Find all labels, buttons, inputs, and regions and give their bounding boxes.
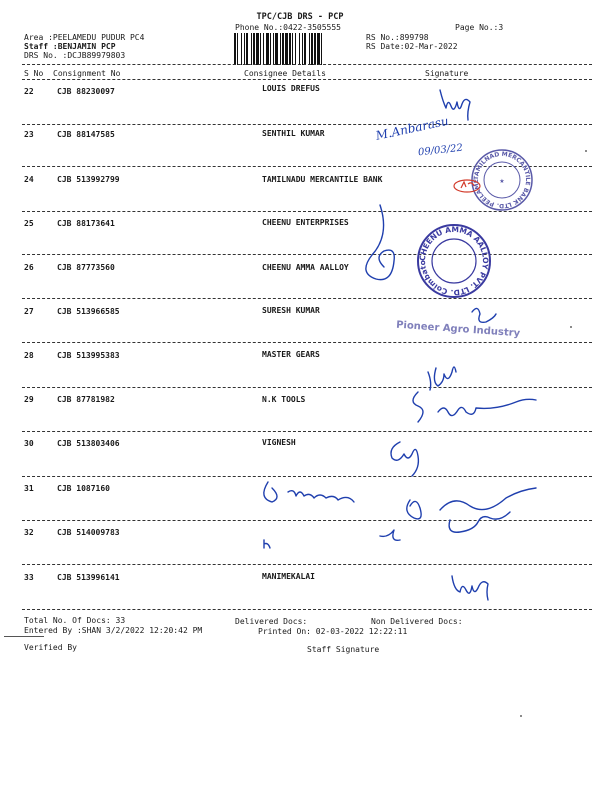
- drs-number: DRS No. :DCJB89979803: [24, 51, 126, 60]
- row-sno: 22: [24, 87, 34, 96]
- col-signature: Signature: [425, 69, 469, 78]
- row-consignee: SENTHIL KUMAR: [262, 129, 325, 138]
- row-consignee: CHEENU ENTERPRISES: [262, 218, 349, 227]
- delivered-docs: Delivered Docs:: [235, 617, 308, 626]
- signature-row-32: [449, 512, 510, 532]
- svg-text:★: ★: [499, 178, 505, 185]
- signature-row-31b: [407, 488, 536, 519]
- signature-row-25: [366, 205, 394, 280]
- scan-speck: [585, 150, 587, 152]
- total-docs: Total No. Of Docs: 33: [24, 616, 126, 625]
- row-sno: 33: [24, 573, 34, 582]
- signature-row-27: [472, 308, 496, 322]
- entered-by: Entered By :SHAN 3/2/2022 12:20:42 PM: [24, 626, 203, 635]
- scan-speck: [570, 326, 572, 328]
- handwritten-date: 09/03/22: [417, 142, 464, 159]
- verified-by-label: Verified By: [24, 643, 77, 652]
- staff-signature-label: Staff Signature: [307, 645, 380, 654]
- signature-row-32-mark: [264, 540, 270, 548]
- scan-speck: [520, 715, 522, 717]
- row-sno: 24: [24, 175, 34, 184]
- row-sno: 32: [24, 528, 34, 537]
- row-consignment: CJB 513996141: [57, 573, 120, 582]
- col-consignee: Consignee Details: [244, 69, 326, 78]
- row-consignment: CJB 514009783: [57, 528, 120, 537]
- row-consignment: CJB 513992799: [57, 175, 120, 184]
- row-sno: 26: [24, 263, 34, 272]
- row-consignee: N.K TOOLS: [262, 395, 306, 404]
- row-consignment: CJB 87773560: [57, 263, 115, 272]
- row-consignment: CJB 88147585: [57, 130, 115, 139]
- signature-row-22: [440, 90, 470, 120]
- printed-on: Printed On: 02-03-2022 12:22:11: [258, 627, 408, 636]
- row-consignee: CHEENU AMMA AALLOY: [262, 263, 349, 272]
- row-consignment: CJB 88173641: [57, 219, 115, 228]
- rs-number: RS No.:899798: [366, 33, 429, 42]
- pioneer-stamp: Pioneer Agro Industry: [395, 319, 521, 340]
- row-sno: 28: [24, 351, 34, 360]
- non-delivered-docs: Non Delivered Docs:: [371, 617, 463, 626]
- row-sno: 23: [24, 130, 34, 139]
- row-sno: 30: [24, 439, 34, 448]
- signature-row-31: [264, 482, 354, 502]
- row-consignee: LOUIS DREFUS: [262, 84, 320, 93]
- row-consignment: CJB 88230097: [57, 87, 115, 96]
- row-consignee: MASTER GEARS: [262, 350, 320, 359]
- row-sno: 31: [24, 484, 34, 493]
- row-sno: 29: [24, 395, 34, 404]
- signature-row-32-tick: [380, 530, 400, 540]
- row-consignment: CJB 87781982: [57, 395, 115, 404]
- rs-date: RS Date:02-Mar-2022: [366, 42, 458, 51]
- signature-row-28: [428, 367, 456, 390]
- area-label: Area :PEELAMEDU PUDUR PC4: [24, 33, 145, 42]
- row-sno: 25: [24, 219, 34, 228]
- col-sno: S No: [24, 69, 44, 78]
- col-consignment: Consignment No: [53, 69, 121, 78]
- signature-row-33: [452, 576, 488, 600]
- row-consignee: TAMILNADU MERCANTILE BANK: [262, 175, 383, 184]
- row-consignment: CJB 513803406: [57, 439, 120, 448]
- row-consignment: CJB 513966585: [57, 307, 120, 316]
- phone-number: Phone No.:0422-3505555: [235, 23, 341, 32]
- row-sno: 27: [24, 307, 34, 316]
- page-number: Page No.:3: [455, 23, 504, 32]
- row-consignee: VIGNESH: [262, 438, 296, 447]
- company-stamp-text: CHEENU AMMA AALLOY PVT. LTD. Coimbato: [417, 224, 491, 298]
- signature-row-29: [413, 392, 536, 422]
- document-title: TPC/CJB DRS - PCP: [256, 12, 344, 22]
- signature-row-30: [391, 442, 418, 476]
- staff-label: Staff :BENJAMIN PCP: [24, 42, 116, 51]
- bank-stamp-text: TAMILNAD MERCANTILE BANK LTD. PEELAME: [472, 150, 532, 210]
- row-consignee: MANIMEKALAI: [262, 572, 315, 581]
- handwritten-name: M.Anbarasu: [374, 113, 450, 143]
- row-consignment: CJB 513995383: [57, 351, 120, 360]
- row-consignee: SURESH KUMAR: [262, 306, 320, 315]
- row-consignment: CJB 1087160: [57, 484, 110, 493]
